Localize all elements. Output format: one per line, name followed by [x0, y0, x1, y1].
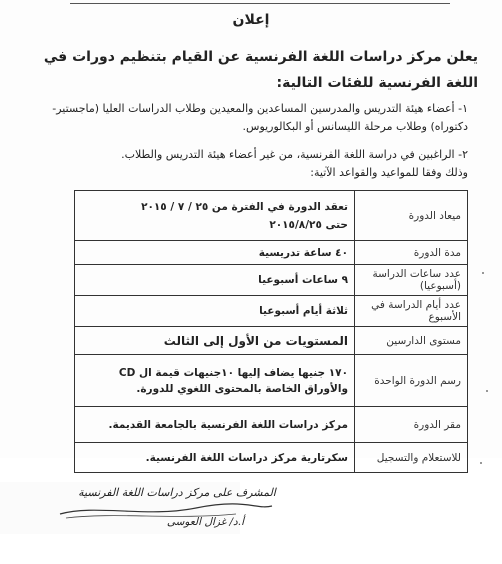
table-row	[75, 327, 468, 355]
scan-speck	[480, 462, 482, 464]
signature-name: أ.د/ غزال العوسى	[166, 516, 244, 528]
row-value	[75, 355, 355, 407]
table-row	[75, 407, 468, 443]
category-item-1: ١- أعضاء هيئة التدريس والمدرسين المساعدين والمعيدين وطلاب الدراسات العليا (ماجستير- دكتوراه) وطلاب مرحلة الليسانس أو البكالوريوس.	[52, 102, 468, 133]
intro-paragraph: يعلن مركز دراسات اللغة الفرنسية عن القيام بتنظيم دورات في اللغة الفرنسية للفئات التالية:	[43, 49, 478, 91]
scan-speck	[482, 272, 484, 274]
row-value	[75, 191, 355, 241]
row-value: المستويات من الأول إلى الثالث	[75, 327, 355, 355]
table-row	[75, 443, 468, 473]
row-label: ميعاد الدورة	[355, 191, 468, 241]
row-value: مركز دراسات اللغة الفرنسية بالجامعة القديمة.	[75, 407, 355, 443]
table-row	[75, 241, 468, 265]
signature-role: المشرف على مركز دراسات اللغة الفرنسية	[78, 486, 276, 499]
row-label: عدد ساعات الدراسة (أسبوعيا)	[355, 265, 468, 296]
table-row	[75, 191, 468, 241]
table-row	[75, 265, 468, 296]
value-line: ١٧٠ جنيها يضاف إليها ١٠جنيهات قيمة ال CD	[118, 366, 348, 379]
value-line: حتى ٢٠١٥/٨/٢٥	[269, 218, 348, 231]
table-row	[75, 296, 468, 327]
scan-speck	[486, 390, 488, 392]
category-item-2: ٢- الراغبين في دراسة اللغة الفرنسية، من غير أعضاء هيئة التدريس والطلاب.	[121, 148, 468, 161]
table-row	[75, 355, 468, 407]
row-label: عدد أيام الدراسة في الأسبوع	[355, 296, 468, 327]
announcement-title: إعلان	[232, 12, 270, 28]
value-line: تعقد الدورة في الفترة من ٢٥ / ٧ / ٢٠١٥	[141, 200, 348, 213]
value-line: والأوراق الخاصة بالمحتوى اللغوي للدورة.	[136, 382, 348, 395]
row-label: رسم الدورة الواحدة	[355, 355, 468, 407]
row-value: ثلاثة أيام أسبوعيا	[75, 296, 355, 327]
row-value: سكرتارية مركز دراسات اللغة الفرنسية.	[75, 443, 355, 473]
row-value: ٤٠ ساعة تدريسية	[75, 241, 355, 265]
row-label: مقر الدورة	[355, 407, 468, 443]
top-rule	[70, 3, 450, 4]
row-label: مدة الدورة	[355, 241, 468, 265]
row-value: ٩ ساعات أسبوعيا	[75, 265, 355, 296]
row-label: مستوى الدارسين	[355, 327, 468, 355]
rules-intro: وذلك وفقا للمواعيد والقواعد الآتية:	[310, 166, 468, 179]
row-label: للاستعلام والتسجيل	[355, 443, 468, 473]
course-details-table	[74, 190, 468, 473]
